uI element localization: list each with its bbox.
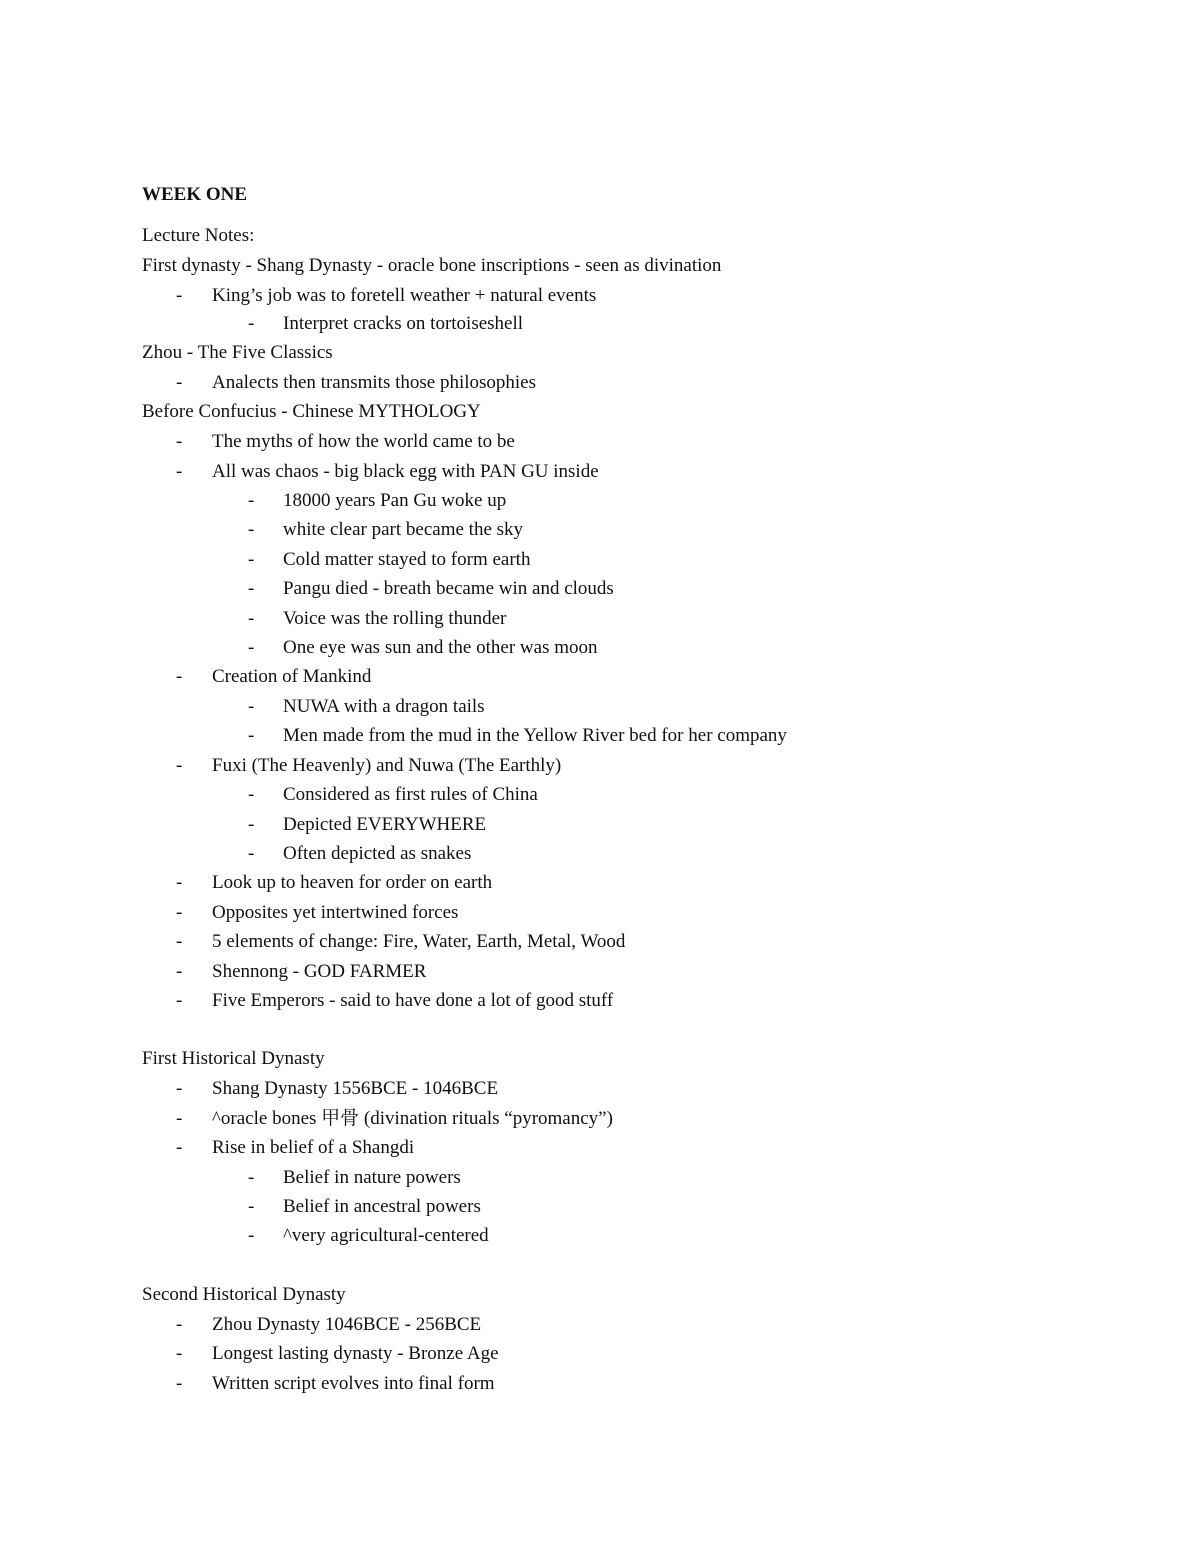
- bullet-text: ^oracle bones 甲骨 (divination rituals “pyromancy”): [212, 1108, 613, 1129]
- bullet-text: Opposites yet intertwined forces: [212, 902, 459, 923]
- bullet-dash: -: [176, 1314, 183, 1335]
- bullet-text: King’s job was to foretell weather + natural events: [212, 285, 597, 306]
- bullet-text: Look up to heaven for order on earth: [212, 872, 493, 893]
- bullet-text: Cold matter stayed to form earth: [283, 549, 531, 570]
- section-heading: Before Confucius - Chinese MYTHOLOGY: [142, 401, 481, 422]
- bullet-text: Interpret cracks on tortoiseshell: [283, 313, 524, 334]
- bullet-text: Pangu died - breath became win and clouds: [283, 578, 614, 599]
- bullet-dash: -: [248, 578, 255, 599]
- bullet-text: Five Emperors - said to have done a lot of good stuff: [212, 990, 614, 1011]
- section-heading: First Historical Dynasty: [142, 1048, 325, 1069]
- bullet-dash: -: [248, 1225, 255, 1246]
- bullet-text: 18000 years Pan Gu woke up: [283, 490, 507, 511]
- bullet-dash: -: [248, 696, 255, 717]
- bullet-text: All was chaos - big black egg with PAN GU inside: [212, 461, 599, 482]
- bullet-text: Shang Dynasty 1556BCE - 1046BCE: [212, 1078, 499, 1099]
- bullet-dash: -: [176, 990, 183, 1011]
- bullet-text: Belief in ancestral powers: [283, 1196, 481, 1217]
- bullet-dash: -: [248, 843, 255, 864]
- bullet-text: Written script evolves into final form: [212, 1373, 495, 1394]
- bullet-text: Longest lasting dynasty - Bronze Age: [212, 1343, 499, 1364]
- bullet-dash: -: [176, 285, 183, 306]
- bullet-dash: -: [248, 549, 255, 570]
- bullet-text: Considered as first rules of China: [283, 784, 538, 805]
- bullet-text: Depicted EVERYWHERE: [283, 814, 487, 835]
- bullet-text: Creation of Mankind: [212, 666, 372, 687]
- bullet-dash: -: [176, 902, 183, 923]
- bullet-dash: -: [176, 1343, 183, 1364]
- bullet-text: 5 elements of change: Fire, Water, Earth, Metal, Wood: [212, 931, 626, 952]
- bullet-text: Voice was the rolling thunder: [283, 608, 507, 629]
- bullet-dash: -: [248, 313, 255, 334]
- bullet-text: Often depicted as snakes: [283, 843, 472, 864]
- bullet-text: NUWA with a dragon tails: [283, 696, 485, 717]
- bullet-text: Belief in nature powers: [283, 1167, 461, 1188]
- bullet-dash: -: [176, 755, 183, 776]
- bullet-text: Shennong - GOD FARMER: [212, 961, 427, 982]
- bullet-text: One eye was sun and the other was moon: [283, 637, 598, 658]
- bullet-text: Rise in belief of a Shangdi: [212, 1137, 415, 1158]
- bullet-dash: -: [248, 725, 255, 746]
- bullet-text: The myths of how the world came to be: [212, 431, 515, 452]
- bullet-dash: -: [176, 931, 183, 952]
- bullet-dash: -: [176, 961, 183, 982]
- page-title: WEEK ONE: [142, 184, 248, 205]
- bullet-dash: -: [248, 519, 255, 540]
- bullet-dash: -: [248, 784, 255, 805]
- bullet-text: Zhou Dynasty 1046BCE - 256BCE: [212, 1314, 482, 1335]
- bullet-dash: -: [176, 431, 183, 452]
- bullet-dash: -: [176, 461, 183, 482]
- bullet-text: Fuxi (The Heavenly) and Nuwa (The Earthly): [212, 755, 562, 776]
- bullet-text: Analects then transmits those philosophies: [212, 372, 537, 393]
- bullet-text: ^very agricultural-centered: [283, 1225, 489, 1246]
- bullet-dash: -: [248, 608, 255, 629]
- bullet-dash: -: [248, 490, 255, 511]
- bullet-dash: -: [248, 1167, 255, 1188]
- bullet-dash: -: [176, 666, 183, 687]
- bullet-text: white clear part became the sky: [283, 519, 524, 540]
- section-heading: First dynasty - Shang Dynasty - oracle bone inscriptions - seen as divination: [142, 255, 722, 276]
- section-heading: Second Historical Dynasty: [142, 1284, 346, 1305]
- bullet-text: Men made from the mud in the Yellow River bed for her company: [283, 725, 787, 746]
- section-heading: Lecture Notes:: [142, 225, 255, 246]
- bullet-dash: -: [176, 1137, 183, 1158]
- bullet-dash: -: [176, 1078, 183, 1099]
- bullet-dash: -: [248, 1196, 255, 1217]
- bullet-dash: -: [176, 1373, 183, 1394]
- bullet-dash: -: [176, 1108, 183, 1129]
- bullet-dash: -: [176, 872, 183, 893]
- section-heading: Zhou - The Five Classics: [142, 342, 333, 363]
- bullet-dash: -: [176, 372, 183, 393]
- bullet-dash: -: [248, 637, 255, 658]
- bullet-dash: -: [248, 814, 255, 835]
